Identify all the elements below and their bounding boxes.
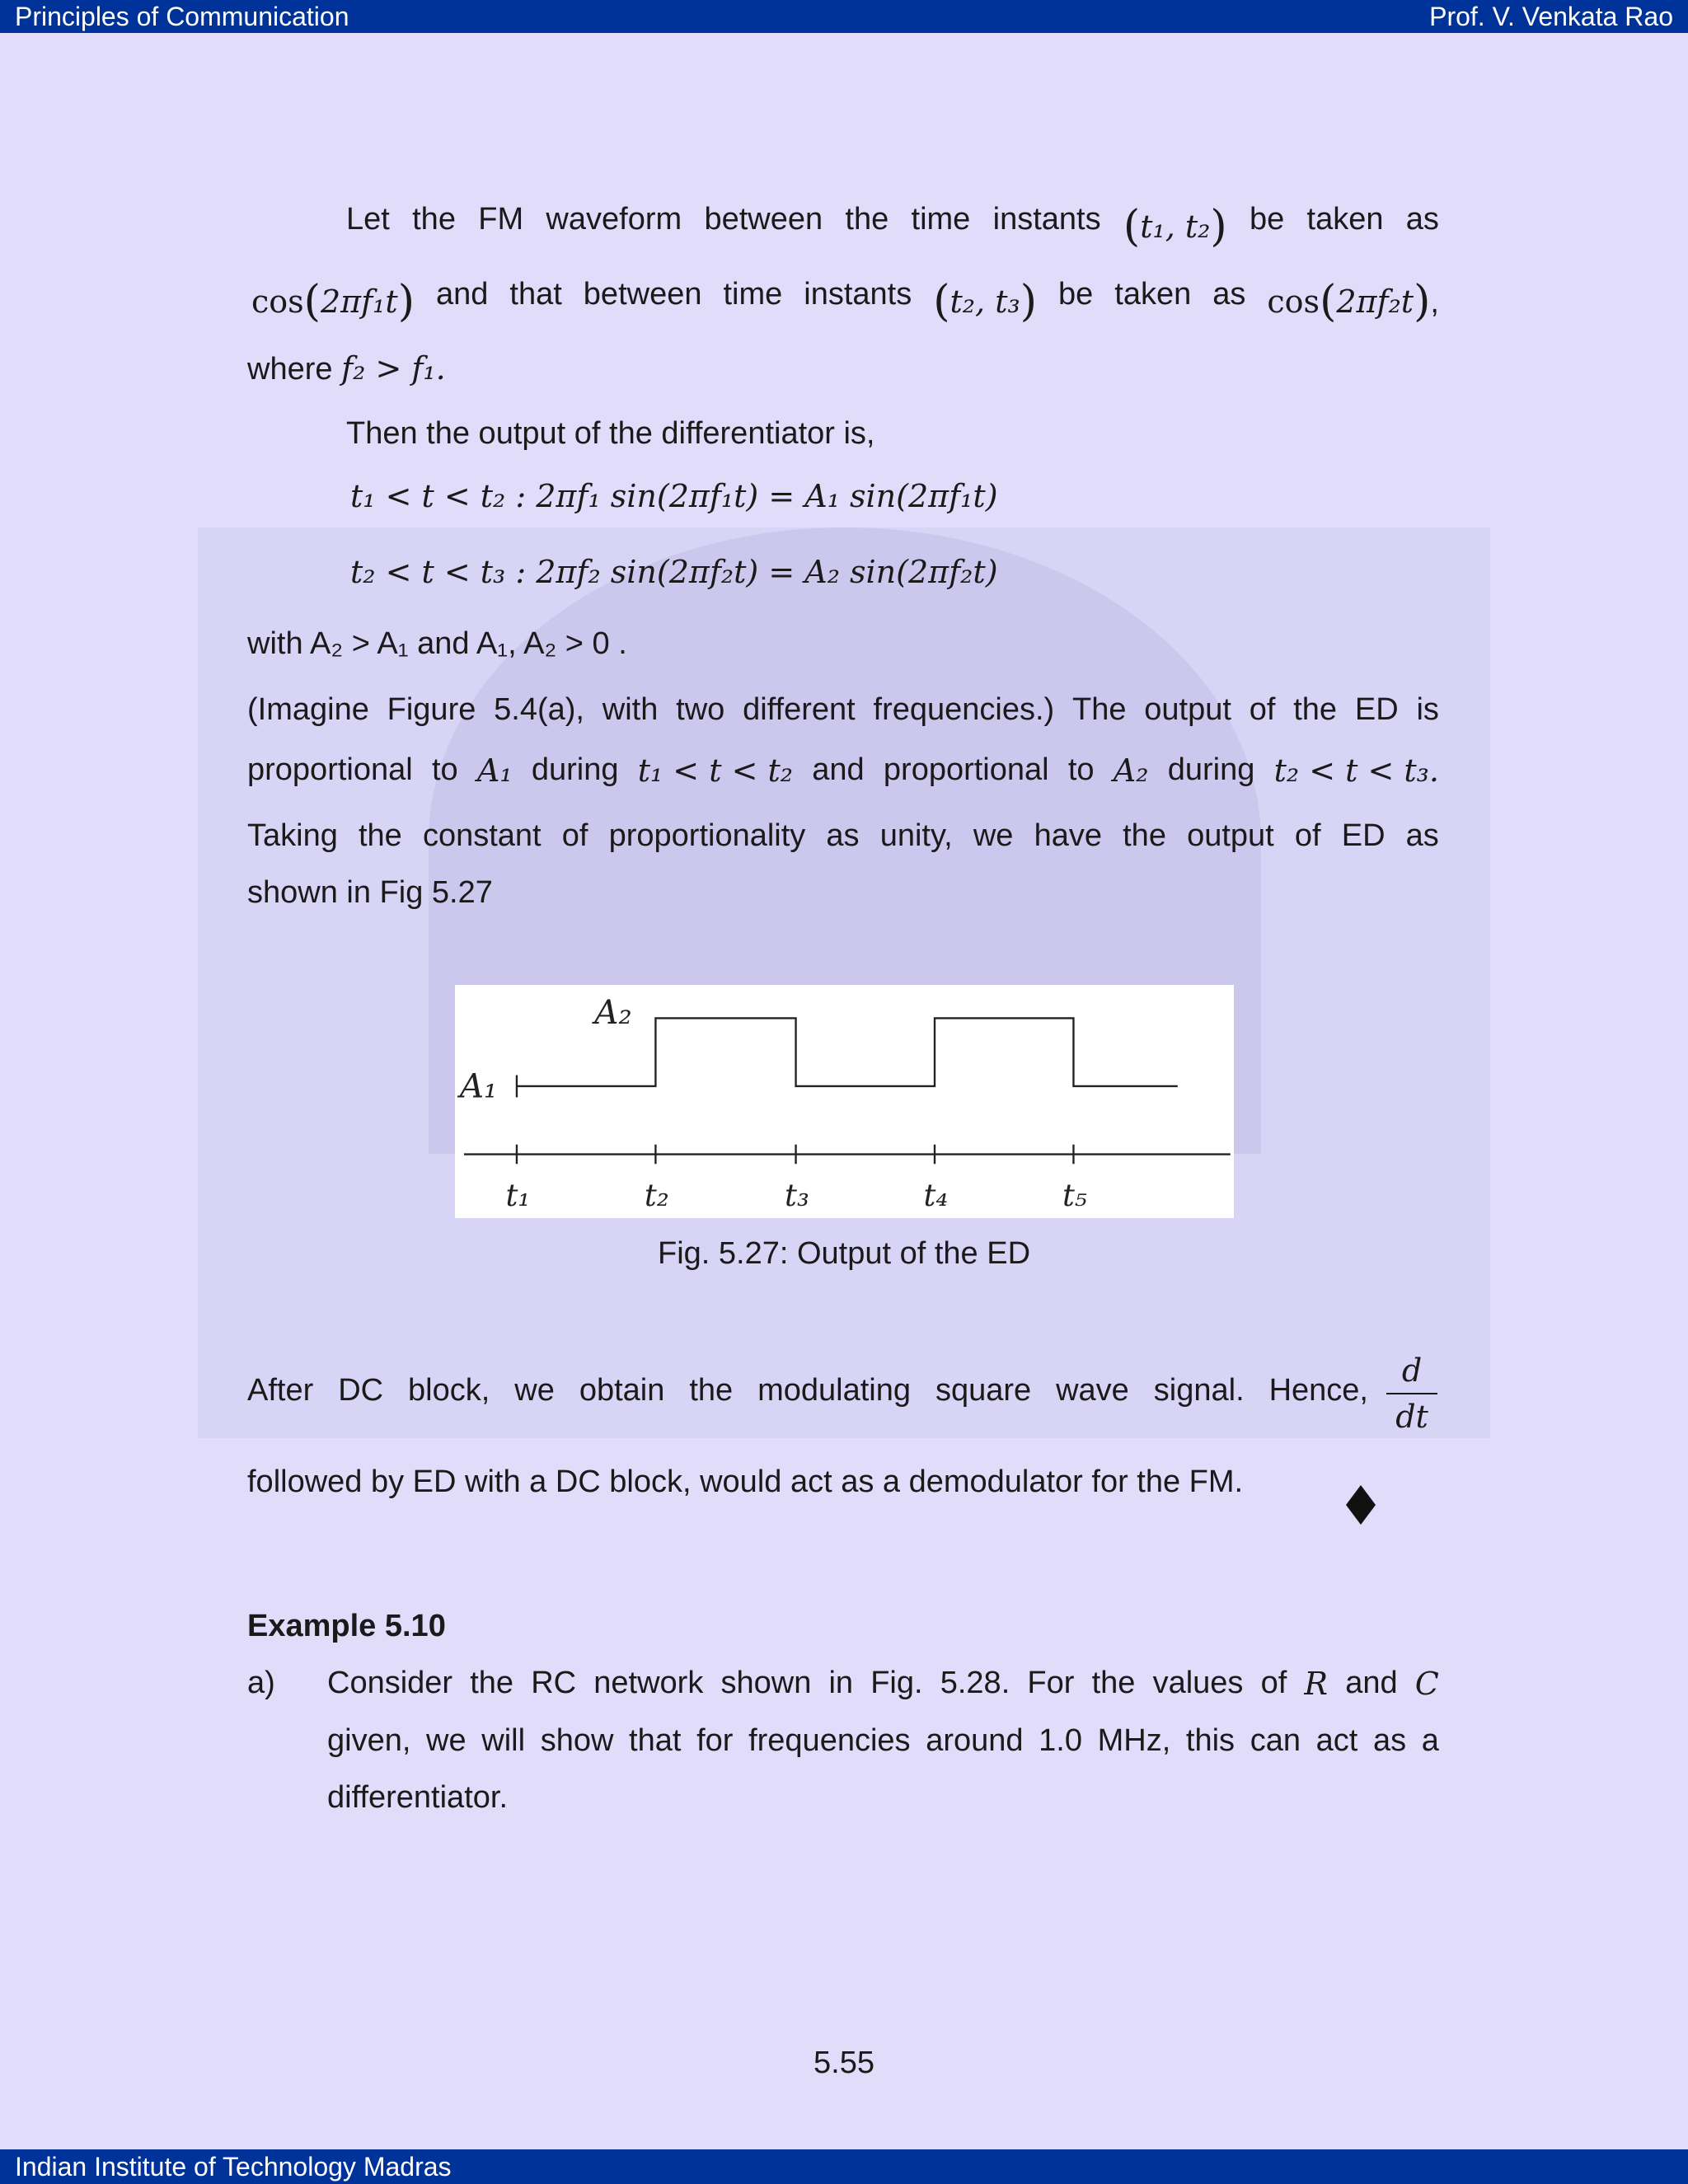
word: The <box>1071 692 1127 727</box>
word: with <box>602 692 659 727</box>
para1-line1 <box>346 202 1439 251</box>
footer-institution: Indian Institute of Technology Madras <box>15 2152 452 2182</box>
example-line1 <box>327 1666 1439 1702</box>
x-tick-label: t₃ <box>785 1177 809 1213</box>
word: between <box>704 202 823 237</box>
word: waveform <box>546 202 682 237</box>
word: during <box>531 752 619 787</box>
word: C <box>1414 1666 1439 1702</box>
frac-denominator: dt <box>1395 1399 1428 1435</box>
x-tick-label: t₁ <box>505 1177 531 1213</box>
word: in <box>828 1666 854 1700</box>
word: that <box>629 1723 682 1758</box>
word: for <box>696 1723 734 1758</box>
figure-caption: Fig. 5.27: Output of the ED <box>657 1236 1031 1271</box>
word: proportional <box>883 752 1049 787</box>
x-tick-label: t₂ <box>644 1177 669 1213</box>
para4-line2: followed by ED with a DC block, would act as a demodulator for the FM. <box>247 1465 1244 1499</box>
para3-line4: shown in Fig 5.27 <box>247 875 493 910</box>
frac-numerator: d <box>1401 1352 1423 1389</box>
word: A₁ <box>476 752 513 789</box>
word: as <box>826 818 860 853</box>
word: t₁ < t < t₂ <box>637 752 793 789</box>
figure-5-27 <box>455 985 1234 1218</box>
para1-line3 <box>247 350 446 387</box>
word: to <box>1067 752 1095 787</box>
word: the <box>1123 818 1166 853</box>
word: signal. <box>1153 1373 1245 1408</box>
word: 5.28. <box>940 1666 1010 1700</box>
example-item-label: a) <box>247 1666 275 1700</box>
word: during <box>1167 752 1255 787</box>
math-condition: f₂ > f₁. <box>341 350 446 387</box>
word: wave <box>1056 1373 1129 1408</box>
word: and <box>1345 1666 1398 1700</box>
word: output <box>1144 692 1231 727</box>
word: is <box>1416 692 1439 727</box>
word: network <box>593 1666 704 1700</box>
word: that <box>509 277 562 312</box>
para2-with: with A₂ > A₁ and A₁, A₂ > 0 . <box>247 626 627 661</box>
word: can <box>1250 1723 1301 1758</box>
word: as <box>1405 818 1439 853</box>
word: as <box>1405 202 1439 237</box>
word: will <box>481 1723 526 1758</box>
word: be <box>1058 277 1094 312</box>
word: to <box>431 752 458 787</box>
word: of <box>1260 1666 1287 1700</box>
word: as <box>1212 277 1246 312</box>
word: frequencies.) <box>873 692 1055 727</box>
word: time <box>723 277 783 312</box>
word: Consider <box>327 1666 453 1700</box>
word: the <box>1293 692 1338 727</box>
word: values <box>1152 1666 1244 1700</box>
word: 1.0 <box>1039 1723 1082 1758</box>
word: be <box>1249 202 1285 237</box>
word: of <box>1249 692 1276 727</box>
math-cos-f2: cos(2πf₂t), <box>1267 277 1439 326</box>
word: we <box>973 818 1014 853</box>
word: this <box>1185 1723 1236 1758</box>
word: ED <box>1354 692 1399 727</box>
word: frequencies <box>748 1723 911 1758</box>
word: time <box>911 202 971 237</box>
word: t₂ < t < t₃. <box>1273 752 1439 789</box>
math-interval-t2-t3: (t₂, t₃) <box>933 277 1037 326</box>
word: DC <box>338 1373 384 1408</box>
word: (Imagine <box>247 692 369 727</box>
word: a <box>1421 1723 1439 1758</box>
word: obtain <box>579 1373 665 1408</box>
word: constant <box>422 818 542 853</box>
example-line2 <box>327 1723 1439 1759</box>
x-tick-label: t₅ <box>1062 1177 1087 1213</box>
word: unity, <box>879 818 953 853</box>
word: the <box>689 1373 734 1408</box>
ed-output-chart <box>455 985 1234 1218</box>
word: RC <box>531 1666 577 1700</box>
word: proportional <box>247 752 413 787</box>
word: FM <box>478 202 524 237</box>
word: the <box>412 202 456 237</box>
end-of-proof-diamond-icon <box>1346 1485 1376 1525</box>
word: where <box>247 352 333 387</box>
word: the <box>1091 1666 1136 1700</box>
word: For <box>1027 1666 1075 1700</box>
para1-line2 <box>251 277 1439 326</box>
word: act <box>1315 1723 1358 1758</box>
word: A₂ <box>1113 752 1149 789</box>
word: different <box>743 692 856 727</box>
word: of <box>561 818 588 853</box>
header-author: Prof. V. Venkata Rao <box>1429 2 1673 31</box>
header-course-title: Principles of Communication <box>15 2 349 31</box>
word: instants <box>992 202 1101 237</box>
equation-2: t₂ < t < t₃ : 2πf₂ sin(2πf₂t) = A₂ sin(2πf₂t) <box>350 554 998 590</box>
math-cos-f1: cos(2πf₁t) <box>251 277 415 326</box>
word: Figure <box>387 692 476 727</box>
para4-line1 <box>247 1373 1368 1408</box>
word: ED <box>1341 818 1386 853</box>
word: taken <box>1114 277 1192 312</box>
word: instants <box>804 277 912 312</box>
word: square <box>935 1373 1032 1408</box>
footer-bar <box>0 2149 1688 2184</box>
equation-1: t₁ < t < t₂ : 2πf₁ sin(2πf₁t) = A₁ sin(2πf₁t) <box>350 478 998 514</box>
word: around <box>926 1723 1024 1758</box>
word: R <box>1304 1666 1329 1702</box>
word: After <box>247 1373 314 1408</box>
level-label-a1: A₁ <box>459 1066 498 1106</box>
para3-line2 <box>247 752 1439 789</box>
word: two <box>676 692 725 727</box>
word: given, <box>327 1723 411 1758</box>
word: of <box>1294 818 1321 853</box>
word: between <box>583 277 702 312</box>
word: we <box>514 1373 555 1408</box>
example-title: Example 5.10 <box>247 1609 446 1643</box>
word: the <box>845 202 889 237</box>
word: the <box>470 1666 514 1700</box>
word: block, <box>408 1373 490 1408</box>
word: show <box>540 1723 614 1758</box>
para3-line3 <box>247 818 1439 854</box>
word: have <box>1034 818 1102 853</box>
page-number: 5.55 <box>814 2046 874 2080</box>
word: MHz, <box>1097 1723 1171 1758</box>
word: Let <box>346 202 390 237</box>
frac-bar <box>1386 1393 1437 1394</box>
word: output <box>1187 818 1274 853</box>
word: Hence, <box>1268 1373 1368 1408</box>
word: 5.4(a), <box>494 692 584 727</box>
word: as <box>1372 1723 1407 1758</box>
background-watermark <box>198 527 1490 1438</box>
x-tick-label: t₄ <box>923 1177 949 1213</box>
word: taken <box>1306 202 1384 237</box>
word: modulating <box>757 1373 911 1408</box>
word: and <box>436 277 489 312</box>
math-interval-t1-t2: (t₁, t₂) <box>1123 202 1227 251</box>
derivative-operator <box>1386 1352 1437 1436</box>
para3-line1 <box>247 692 1439 728</box>
example-line3: differentiator. <box>327 1780 509 1815</box>
word: and <box>812 752 865 787</box>
word: proportionality <box>608 818 806 853</box>
word: Taking <box>247 818 338 853</box>
header-bar <box>0 0 1688 33</box>
level-label-a2: A₂ <box>594 992 632 1033</box>
word: Fig. <box>870 1666 923 1700</box>
word: the <box>358 818 402 853</box>
word: we <box>426 1723 467 1758</box>
para2-intro: Then the output of the differentiator is, <box>346 416 875 451</box>
word: shown <box>720 1666 812 1700</box>
